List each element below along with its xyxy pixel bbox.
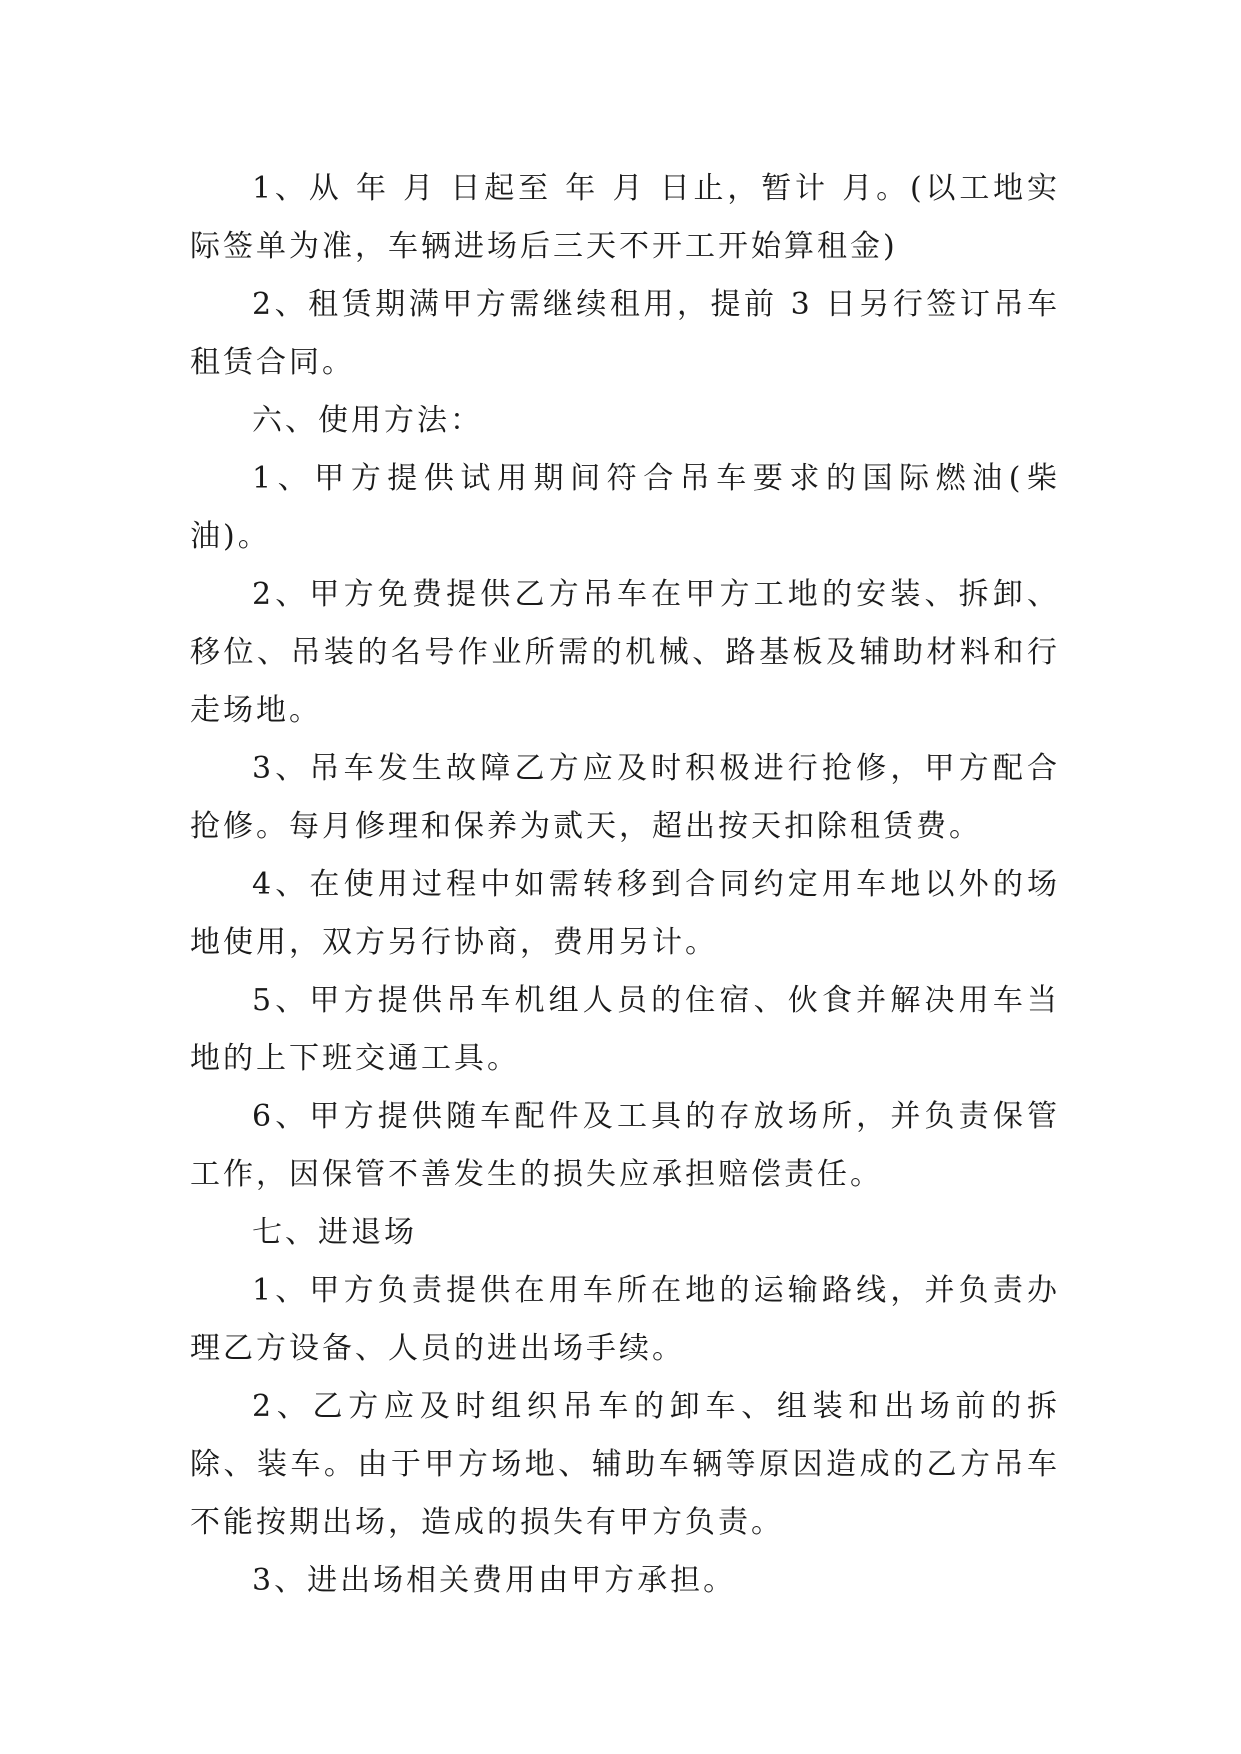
clause-entry-assembly: 2、乙方应及时组织吊车的卸车、组装和出场前的拆除、装车。由于甲方场地、辅助车辆等原因造成的乙方吊车不能按期出场，造成的损失有甲方负责。 bbox=[190, 1389, 1060, 1540]
document-body bbox=[190, 160, 1060, 1610]
clause-usage-storage: 6、甲方提供随车配件及工具的存放场所，并负责保管工作，因保管不善发生的损失应承担赔偿责任。 bbox=[190, 1099, 1060, 1192]
clause-entry-route: 1、甲方负责提供在用车所在地的运输路线，并负责办理乙方设备、人员的进出场手续。 bbox=[190, 1273, 1060, 1366]
clause-lease-renewal: 2、租赁期满甲方需继续租用，提前 3 日另行签订吊车租赁合同。 bbox=[190, 287, 1060, 380]
clause-entry-costs: 3、进出场相关费用由甲方承担。 bbox=[252, 1563, 737, 1598]
section-heading-entry-exit: 七、进退场 bbox=[252, 1215, 417, 1250]
clause-usage-accommodation: 5、甲方提供吊车机组人员的住宿、伙食并解决用车当地的上下班交通工具。 bbox=[190, 983, 1060, 1076]
clause-usage-fuel: 1、甲方提供试用期间符合吊车要求的国际燃油(柴油)。 bbox=[190, 461, 1060, 554]
clause-usage-relocation: 4、在使用过程中如需转移到合同约定用车地以外的场地使用，双方另行协商，费用另计。 bbox=[190, 867, 1060, 960]
clause-usage-installation: 2、甲方免费提供乙方吊车在甲方工地的安装、拆卸、移位、吊装的名号作业所需的机械、路基板及辅助材料和行走场地。 bbox=[190, 577, 1060, 728]
section-heading-usage: 六、使用方法： bbox=[252, 403, 483, 438]
clause-usage-repair: 3、吊车发生故障乙方应及时积极进行抢修，甲方配合抢修。每月修理和保养为贰天，超出按天扣除租赁费。 bbox=[190, 751, 1060, 844]
clause-lease-period: 1、从 年 月 日起至 年 月 日止，暂计 月。(以工地实际签单为准，车辆进场后三天不开工开始算租金) bbox=[190, 171, 1060, 264]
